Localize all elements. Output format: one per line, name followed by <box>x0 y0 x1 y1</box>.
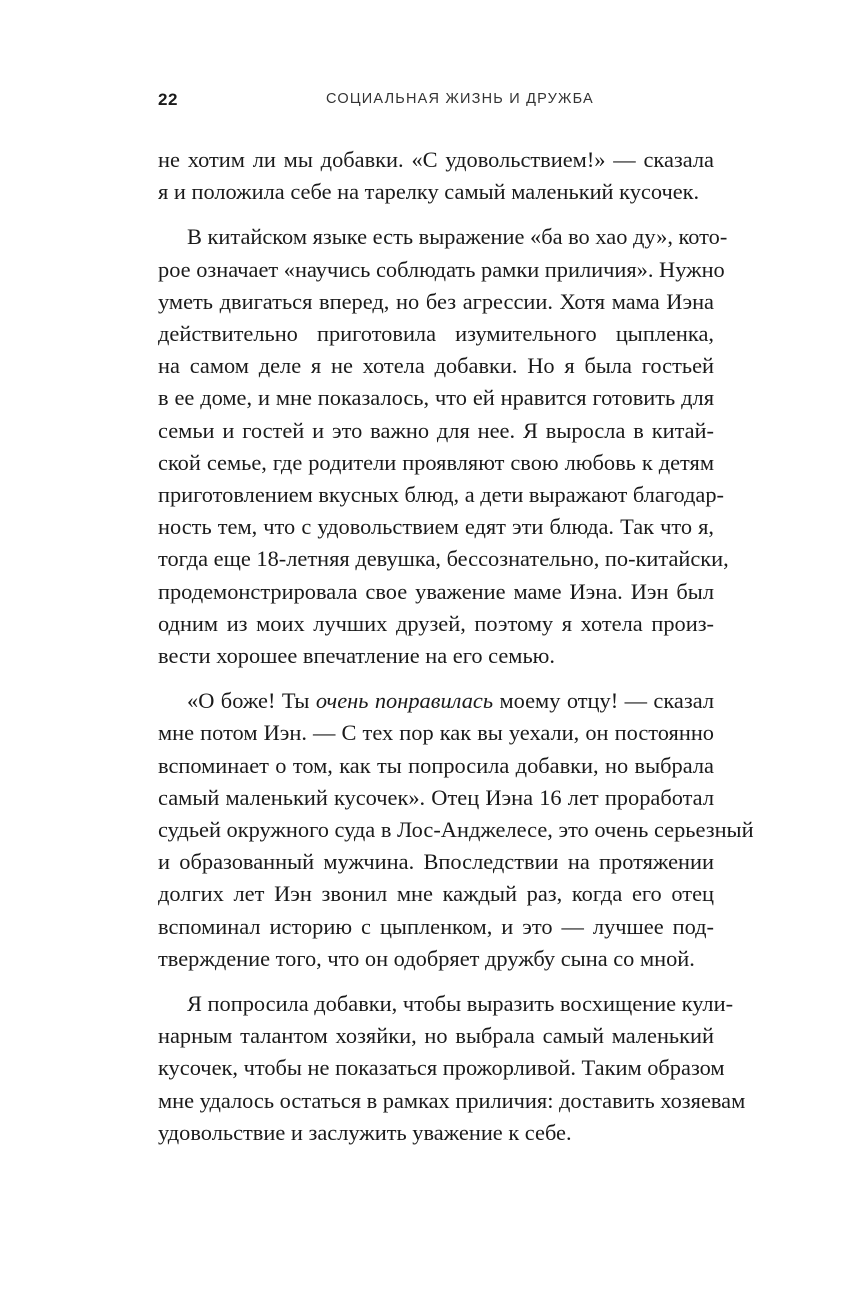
text-line: в ее доме, и мне показалось, что ей нравится готовить для <box>158 385 714 411</box>
text-line: мне удалось остаться в рамках приличия: доставить хозяевам <box>158 1087 746 1113</box>
text-line: я и положила себе на тарелку самый маленький кусочек. <box>158 179 700 205</box>
text-line: приготовлением вкусных блюд, а дети выражают благодар- <box>158 482 725 508</box>
text-line: вести хорошее впечатление на его семью. <box>158 643 556 669</box>
text-line: рое означает «научись соблюдать рамки приличия». Нужно <box>158 256 725 282</box>
italic-emphasis: очень понравилась <box>315 688 494 714</box>
text-line: В китайском языке есть выражение «ба во хао ду», кото- <box>187 224 728 250</box>
text-line: Я попросила добавки, чтобы выразить восхищение кули- <box>187 991 734 1017</box>
text-span: «О боже! Ты <box>187 688 316 714</box>
page-number: 22 <box>158 90 178 109</box>
text-line: ность тем, что с удовольствием едят эти блюда. Так что я, <box>158 514 714 540</box>
text-line: самый маленький кусочек». Отец Иэна 16 лет проработал <box>158 784 714 810</box>
text-line: ской семье, где родители проявляют свою любовь к детям <box>158 449 714 475</box>
text-line: тогда еще 18-летняя девушка, бессознательно, по-китайски, <box>158 546 729 572</box>
text-line: продемонстрировала свое уважение маме Иэна. Иэн был <box>158 578 714 604</box>
text-line: семьи и гостей и это важно для нее. Я выросла в китай- <box>158 417 714 443</box>
text-line: судьей окружного суда в Лос-Анджелесе, это очень серьезный <box>158 817 754 843</box>
text-line: действительно приготовила изумительного цыпленка, <box>158 321 714 347</box>
body-text <box>158 144 754 1162</box>
paragraph-4 <box>158 988 746 1149</box>
text-line: вспоминает о том, как ты попросила добавки, но выбрала <box>158 752 714 778</box>
text-line: тверждение того, что он одобряет дружбу сына со мной. <box>158 945 695 971</box>
text-line: нарным талантом хозяйки, но выбрала самый маленький <box>158 1023 714 1049</box>
running-head: СОЦИАЛЬНАЯ ЖИЗНЬ И ДРУЖБА <box>326 91 594 107</box>
text-line: и образованный мужчина. Впоследствии на протяжении <box>158 849 714 875</box>
text-span: моему отцу! — сказал <box>493 688 714 714</box>
paragraph-2 <box>158 221 729 672</box>
text-line: одним из моих лучших друзей, поэтому я хотела произ- <box>158 610 714 636</box>
paragraph-3 <box>158 685 754 975</box>
text-line: уметь двигаться вперед, но без агрессии. Хотя мама Иэна <box>158 288 714 314</box>
text-line: на самом деле я не хотела добавки. Но я была гостьей <box>158 353 714 379</box>
text-line <box>158 685 714 717</box>
text-line: удовольствие и заслужить уважение к себе. <box>158 1119 572 1145</box>
paragraph-1 <box>158 144 714 208</box>
text-line: мне потом Иэн. — С тех пор как вы уехали, он постоянно <box>158 720 714 746</box>
text-line: кусочек, чтобы не показаться прожорливой. Таким образом <box>158 1055 725 1081</box>
text-line: не хотим ли мы добавки. «С удовольствием!» — сказала <box>158 147 714 172</box>
text-line: долгих лет Иэн звонил мне каждый раз, когда его отец <box>158 881 714 907</box>
text-line: вспоминал историю с цыпленком, и это — лучшее под- <box>158 913 714 939</box>
